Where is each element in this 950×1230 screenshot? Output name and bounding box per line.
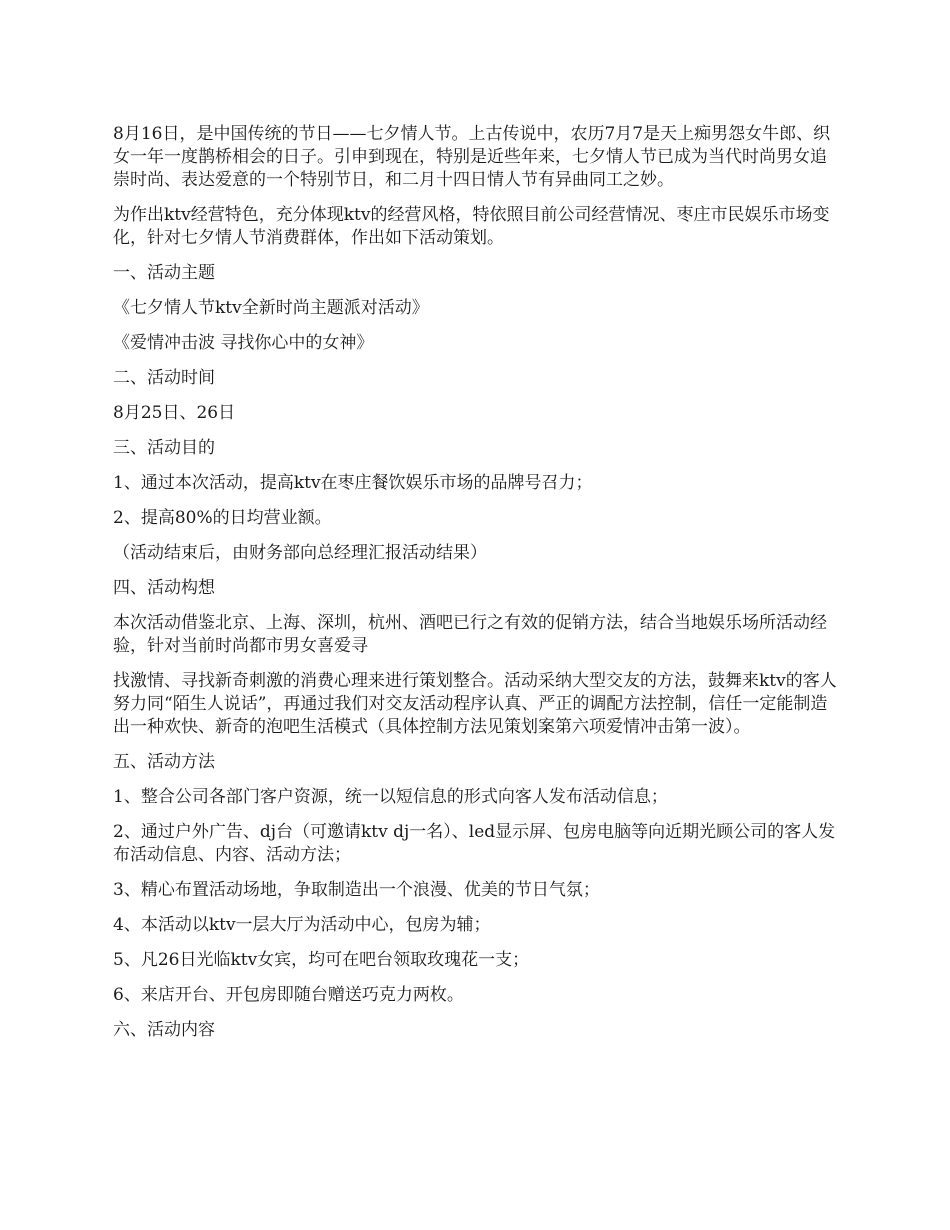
method-item-4: 4、本活动以ktv一层大厅为活动中心，包房为辅； (113, 915, 491, 935)
theme-title-2: 《爱情冲击波 寻找你心中的女神》 (113, 333, 374, 353)
method-item-6: 6、来店开台、开包房即随台赠送巧克力两枚。 (113, 985, 464, 1005)
purpose-paragraph: 为作出ktv经营特色，充分体现ktv的经营风格，特依照目前公司经营情况、枣庄市民娱乐市场变化，针对七夕情人节消费群体，作出如下活动策划。 (113, 205, 830, 248)
method-item-1: 1、整合公司各部门客户资源，统一以短信息的形式向客人发布活动信息； (113, 787, 668, 807)
section-heading-theme: 一、活动主题 (113, 263, 215, 283)
intro-paragraph: 8月16日，是中国传统的节日——七夕情人节。上古传说中，农历7月7是天上痴男怨女牛郎、织女一年一度鹊桥相会的日子。引申到现在，特别是近些年来，七夕情人节已成为当代时尚男女追崇时尚、表达爱意的一个特别节日，和二月十四日情人节有异曲同工之妙。 (113, 124, 831, 190)
section-heading-time: 二、活动时间 (113, 368, 215, 388)
goal-item-1: 1、通过本次活动，提高ktv在枣庄餐饮娱乐市场的品牌号召力； (113, 473, 593, 493)
method-item-2: 2、通过户外广告、dj台（可邀请ktv dj一名）、led显示屏、包房电脑等向近期光顾公司的客人发布活动信息、内容、活动方法； (113, 822, 836, 865)
section-heading-method: 五、活动方法 (113, 752, 215, 772)
section-heading-content: 六、活动内容 (113, 1020, 215, 1040)
section-heading-goal: 三、活动目的 (113, 438, 215, 458)
goal-item-2: 2、提高80%的日均营业额。 (113, 508, 332, 528)
concept-paragraph-1: 本次活动借鉴北京、上海、深圳，杭州、酒吧已行之有效的促销方法，结合当地娱乐场所活动经验，针对当前时尚都市男女喜爱寻 (113, 613, 827, 656)
section-heading-concept: 四、活动构想 (113, 578, 215, 598)
theme-title-1: 《七夕情人节ktv全新时尚主题派对活动》 (113, 298, 429, 318)
goal-note: （活动结束后，由财务部向总经理汇报活动结果） (113, 543, 487, 563)
concept-paragraph-2: 找激情、寻找新奇刺激的消费心理来进行策划整合。活动采纳大型交友的方法，鼓舞来ktv的客人努力同“陌生人说话”，再通过我们对交友活动程序认真、严正的调配方法控制，信任一定能制造出一种欢快、新奇的泡吧生活模式（具体控制方法见策划案第六项爱情冲击第一波）。 (113, 671, 837, 737)
method-item-5: 5、凡26日光临ktv女宾，均可在吧台领取玫瑰花一支； (113, 950, 530, 970)
event-dates: 8月25日、26日 (113, 403, 236, 423)
method-item-3: 3、精心布置活动场地，争取制造出一个浪漫、优美的节日气氛； (113, 880, 600, 900)
document-page (113, 123, 841, 1054)
